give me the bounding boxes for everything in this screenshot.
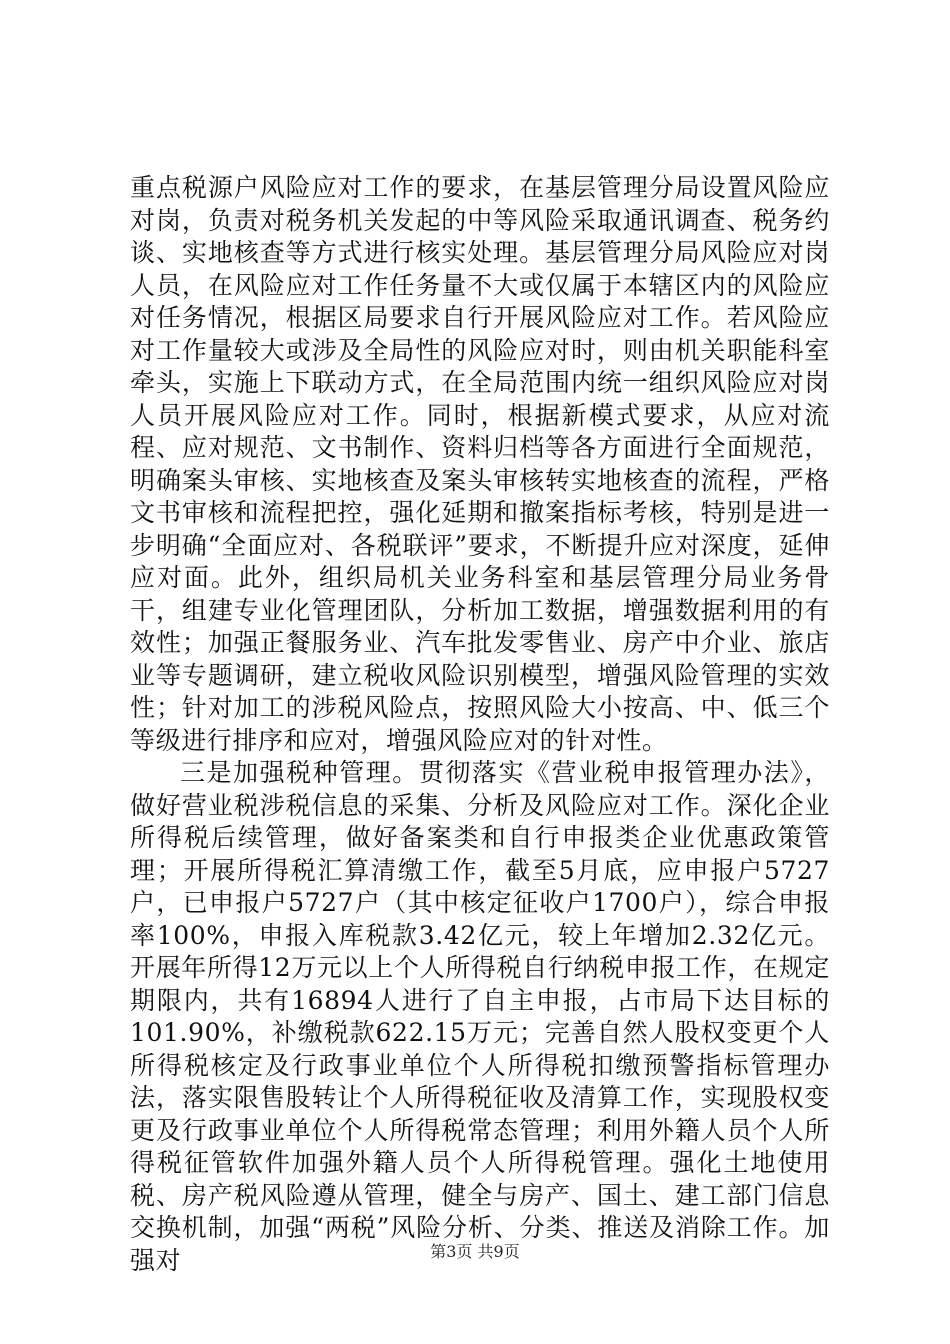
document-body [130,172,830,1277]
paragraph-tax-management: 三是加强税种管理。贯彻落实《营业税申报管理办法》，做好营业税涉税信息的采集、分析及风险应对工作。深化企业所得税后续管理，做好备案类和自行申报类企业优惠政策管理；开展所得税汇算清缴工作，截至5月底，应申报户5727户，已申报户5727户（其中核定征收户1700户），综合申报率100%，申报入库税款3.42亿元，较上年增加2.32亿元。开展年所得12万元以上个人所得税自行纳税申报工作，在规定期限内，共有16894人进行了自主申报，占市局下达目标的101.90%，补缴税款622.15万元；完善自然人股权变更个人所得税核定及行政事业单位个人所得税扣缴预警指标管理办法，落实限售股转让个人所得税征收及清算工作，实现股权变更及行政事业单位个人所得税常态管理；利用外籍人员个人所得税征管软件加强外籍人员个人所得税管理。强化土地使用税、房产税风险遵从管理，健全与房产、国土、建工部门信息交换机制，加强“两税”风险分析、分类、推送及消除工作。加强对 [130,758,830,1275]
paragraph-continuation: 重点税源户风险应对工作的要求，在基层管理分局设置风险应对岗，负责对税务机关发起的中等风险采取通讯调查、税务约谈、实地核查等方式进行核实处理。基层管理分局风险应对岗人员，在风险应对工作任务量不大或仅属于本辖区内的风险应对任务情况，根据区局要求自行开展风险应对工作。若风险应对工作量较大或涉及全局性的风险应对时，则由机关职能科室牵头，实施上下联动方式，在全局范围内统一组织风险应对岗人员开展风险应对工作。同时，根据新模式要求，从应对流程、应对规范、文书制作、资料归档等各方面进行全面规范，明确案头审核、实地核查及案头审核转实地核查的流程，严格文书审核和流程把控，强化延期和撤案指标考核，特别是进一步明确“全面应对、各税联评”要求，不断提升应对深度，延伸应对面。此外，组织局机关业务科室和基层管理分局业务骨干，组建专业化管理团队，分析加工数据，增强数据利用的有效性；加强正餐服务业、汽车批发零售业、房产中介业、旅店业等专题调研，建立税收风险识别模型，增强风险管理的实效性；针对加工的涉税风险点，按照风险大小按高、中、低三个等级进行排序和应对，增强风险应对的针对性。 [130,173,830,755]
page-number-footer: 第3页 共9页 [430,1242,520,1261]
